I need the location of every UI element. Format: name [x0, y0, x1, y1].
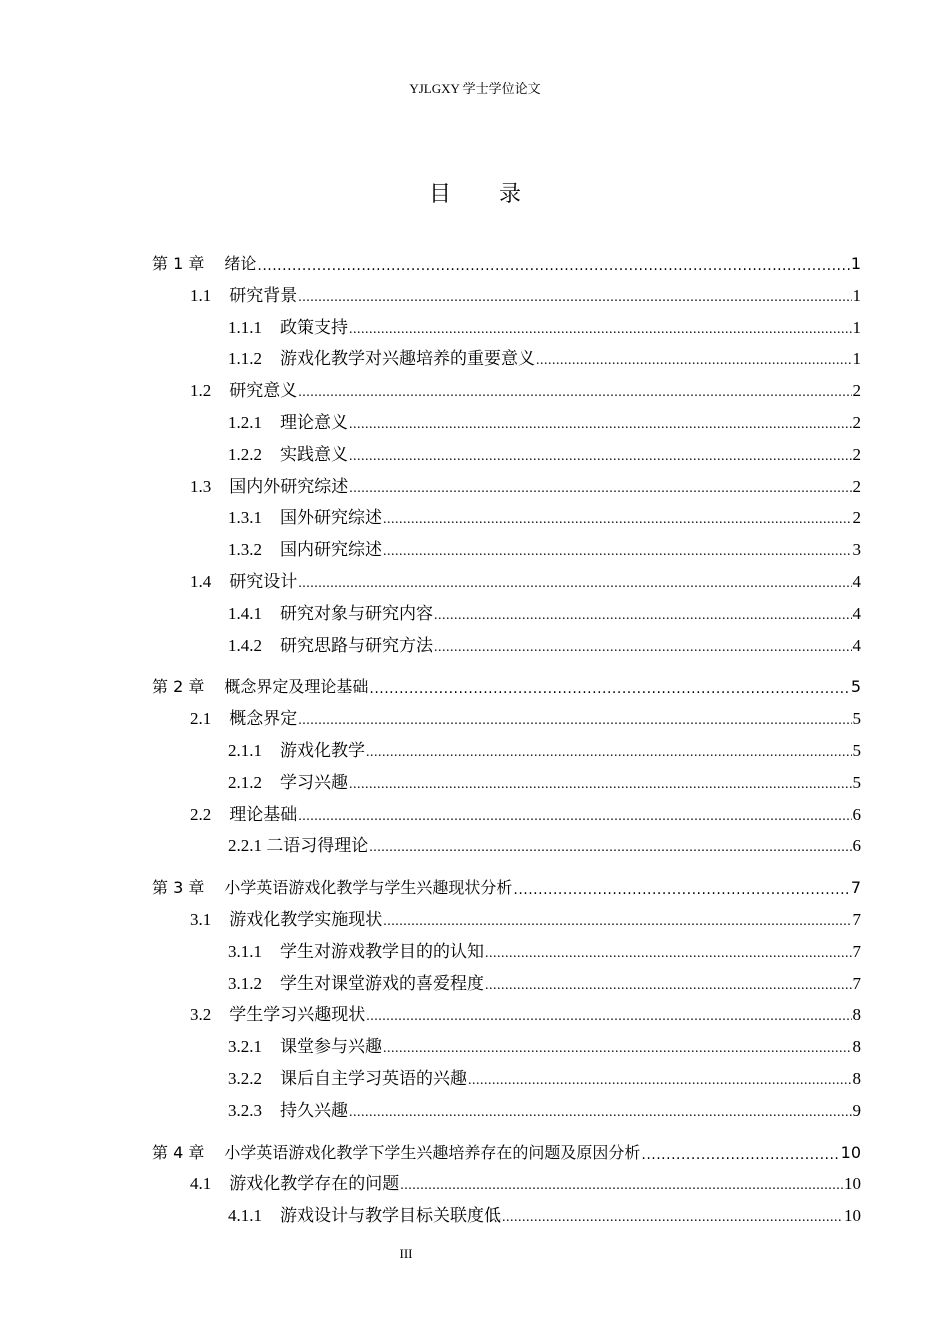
toc-entry-title: 政策支持: [280, 318, 348, 337]
toc-page-number: 8: [852, 1005, 861, 1024]
toc-entry-label: [152, 676, 368, 698]
toc-leader-dots: [298, 712, 851, 730]
toc-entry-number: 2.1.2: [228, 773, 262, 792]
toc-leader-dots: [349, 776, 852, 794]
toc-entry[interactable]: [228, 1028, 861, 1058]
toc-entry-number: 第 4 章: [152, 1143, 205, 1162]
toc-entry-number: 1.1: [190, 286, 212, 305]
toc-entry-number: 1.2: [190, 381, 212, 400]
toc-leader-dots: [349, 416, 852, 434]
toc-entry-label: [228, 603, 433, 625]
toc-entry[interactable]: [228, 595, 861, 625]
toc-entry-number: 3.1.2: [228, 974, 262, 993]
toc-entry-number: 2.2: [190, 805, 212, 824]
toc-entry-number: 第 1 章: [152, 254, 205, 273]
toc-entry-number: 1.4.2: [228, 636, 262, 655]
toc-entry[interactable]: [228, 340, 861, 370]
toc-entry[interactable]: [190, 277, 861, 307]
toc-leader-dots: [257, 257, 849, 275]
toc-entry-title: 游戏化教学存在的问题: [229, 1174, 400, 1193]
toc-page-number: 5: [850, 677, 861, 696]
toc-entry-label: [152, 877, 512, 899]
toc-entry[interactable]: [190, 468, 861, 498]
toc-entry-label: [228, 317, 348, 339]
toc-leader-dots: [349, 448, 852, 466]
toc-entry-label: [190, 708, 297, 730]
toc-entry[interactable]: [228, 1092, 861, 1122]
toc-entry-number: 第 2 章: [152, 677, 205, 696]
toc-entry[interactable]: [228, 531, 861, 561]
toc-entry-label: [228, 1036, 382, 1058]
toc-entry[interactable]: [190, 1165, 861, 1195]
toc-entry-label: [228, 740, 365, 762]
toc-leader-dots: [383, 1040, 852, 1058]
toc-leader-dots: [485, 977, 852, 995]
toc-entry-label: [228, 507, 382, 529]
toc-entry-number: 1.3.1: [228, 508, 262, 527]
toc-page-number: 2: [852, 445, 861, 464]
toc-entry-label: [228, 444, 348, 466]
toc-entry[interactable]: [228, 933, 861, 963]
toc-entry-title: 研究背景: [229, 286, 298, 305]
toc-entry-title: 学习兴趣: [280, 773, 348, 792]
toc-entry-number: 2.1: [190, 709, 212, 728]
toc-entry-number: 1.2.1: [228, 413, 262, 432]
page-header: YJLGXY 学士学位论文: [409, 81, 541, 96]
toc-leader-dots: [468, 1072, 852, 1090]
toc-entry-label: [228, 1068, 467, 1090]
toc-page-number: 6: [852, 805, 861, 824]
toc-page-number: 2: [852, 381, 861, 400]
toc-page-number: 4: [852, 636, 861, 655]
toc-entry-title: 研究意义: [229, 381, 298, 400]
page-number: III: [399, 1246, 413, 1261]
toc-leader-dots: [298, 384, 851, 402]
toc-page-number: 7: [852, 910, 861, 929]
toc-entry-number: 4.1: [190, 1174, 212, 1193]
toc-leader-dots: [298, 808, 851, 826]
toc-entry-number: 1.4.1: [228, 604, 262, 623]
toc-entry-title: 国内研究综述: [280, 540, 382, 559]
toc-entry-number: 2.1.1: [228, 741, 262, 760]
toc-entry-label: [228, 835, 368, 857]
toc-leader-dots: [434, 607, 852, 625]
toc-entry-label: [190, 1004, 365, 1026]
toc-entry-title: 概念界定及理论基础: [224, 677, 369, 696]
toc-entry[interactable]: [228, 627, 861, 657]
toc-entry-title: 国内外研究综述: [229, 477, 349, 496]
toc-page-number: 1: [852, 318, 861, 337]
toc-entry-label: [228, 635, 433, 657]
toc-page-number: 10: [844, 1174, 861, 1193]
toc-entry[interactable]: [228, 309, 861, 339]
toc-leader-dots: [369, 839, 851, 857]
toc-entry-title: 小学英语游戏化教学下学生兴趣培养存在的问题及原因分析: [224, 1143, 641, 1162]
toc-entry-label: [228, 1100, 348, 1122]
toc-leader-dots: [434, 639, 852, 657]
toc-entry-title: 实践意义: [280, 445, 348, 464]
toc-entry-title: 持久兴趣: [280, 1101, 348, 1120]
toc-leader-dots: [641, 1146, 839, 1164]
toc-entry-title: 绪论: [224, 254, 257, 273]
toc-entry-title: 小学英语游戏化教学与学生兴趣现状分析: [224, 878, 513, 897]
toc-entry-label: [190, 1173, 399, 1195]
toc-entry-title: 研究对象与研究内容: [280, 604, 433, 623]
toc-entry-title: 学生对游戏教学目的的认知: [280, 942, 484, 961]
toc-entry-number: 3.1.1: [228, 942, 262, 961]
toc-page-number: 9: [852, 1101, 861, 1120]
toc-entry[interactable]: [190, 901, 861, 931]
toc-entry-number: 1.1.1: [228, 318, 262, 337]
toc-page-number: 2: [852, 477, 861, 496]
toc-chapter-entry[interactable]: [152, 668, 861, 698]
toc-page-number: 6: [852, 836, 861, 855]
toc-entry-number: 3.2.3: [228, 1101, 262, 1120]
toc-entry[interactable]: [228, 404, 861, 434]
toc-page-number: 5: [852, 773, 861, 792]
toc-entry[interactable]: [228, 732, 861, 762]
toc-entry-number: 3.1: [190, 910, 212, 929]
toc-entry-number: 3.2.1: [228, 1037, 262, 1056]
toc-leader-dots: [502, 1209, 843, 1227]
toc-leader-dots: [536, 352, 852, 370]
toc-page-number: 3: [852, 540, 861, 559]
toc-leader-dots: [513, 881, 849, 899]
toc-entry[interactable]: [190, 563, 861, 593]
toc-entry-title: 理论意义: [280, 413, 348, 432]
toc-entry[interactable]: [228, 1060, 861, 1090]
toc-entry-label: [228, 348, 535, 370]
toc-entry[interactable]: [228, 965, 861, 995]
toc-entry-title: 研究设计: [229, 572, 298, 591]
toc-page-number: 4: [852, 572, 861, 591]
toc-entry-label: [190, 804, 297, 826]
toc-chapter-entry[interactable]: [152, 1134, 861, 1164]
toc-entry-title: 理论基础: [229, 805, 298, 824]
toc-entry-title: 学生对课堂游戏的喜爱程度: [280, 974, 484, 993]
toc-entry-number: 第 3 章: [152, 878, 205, 897]
toc-leader-dots: [383, 913, 851, 931]
toc-page-number: 5: [852, 709, 861, 728]
toc-entry-label: [228, 412, 348, 434]
toc-entry-label: [228, 973, 484, 995]
toc-entry-label: [190, 380, 297, 402]
toc-leader-dots: [366, 744, 852, 762]
toc-leader-dots: [349, 321, 852, 339]
toc-entry-title: 游戏化教学: [280, 741, 365, 760]
toc-leader-dots: [369, 680, 849, 698]
toc-page-number: 10: [844, 1206, 861, 1225]
toc-chapter-entry[interactable]: [152, 869, 861, 899]
toc-entry-label: [152, 1142, 640, 1164]
toc-page-number: 7: [850, 878, 861, 897]
toc-leader-dots: [298, 575, 851, 593]
toc-entry-label: [190, 571, 297, 593]
toc-page-number: 1: [852, 349, 861, 368]
toc-entry-title: 课后自主学习英语的兴趣: [280, 1069, 467, 1088]
page-title: 目录: [428, 182, 569, 207]
toc-entry-title: 学生学习兴趣现状: [229, 1005, 366, 1024]
toc-page-number: 5: [852, 741, 861, 760]
toc-page-number: 1: [852, 286, 861, 305]
toc-entry-number: 1.3: [190, 477, 212, 496]
toc-entry-number: 3.2.2: [228, 1069, 262, 1088]
toc-entry-label: [228, 772, 348, 794]
toc-chapter-entry[interactable]: [152, 245, 861, 275]
toc-entry-label: [228, 1205, 501, 1227]
toc-entry-label: [190, 476, 348, 498]
toc-entry-number: 1.4: [190, 572, 212, 591]
toc-entry-title: 游戏化教学对兴趣培养的重要意义: [280, 349, 535, 368]
toc-entry-label: [190, 909, 382, 931]
toc-entry[interactable]: [190, 796, 861, 826]
toc-page-number: 2: [852, 413, 861, 432]
toc-leader-dots: [366, 1008, 851, 1026]
toc-entry-number: 1.2.2: [228, 445, 262, 464]
toc-entry[interactable]: [228, 1197, 861, 1227]
toc-leader-dots: [485, 945, 852, 963]
toc-entry-label: [228, 941, 484, 963]
toc-page-number: 4: [852, 604, 861, 623]
toc-entry[interactable]: [228, 827, 861, 857]
toc-page-number: 8: [852, 1037, 861, 1056]
toc-entry[interactable]: [228, 499, 861, 529]
toc-leader-dots: [298, 289, 851, 307]
toc-entry-title: 游戏设计与教学目标关联度低: [280, 1206, 501, 1225]
toc-entry-number: 1.1.2: [228, 349, 262, 368]
toc-entry-number: 3.2: [190, 1005, 212, 1024]
toc-leader-dots: [383, 543, 852, 561]
toc-leader-dots: [349, 1104, 852, 1122]
toc-entry-label: [190, 285, 297, 307]
toc-page-number: 2: [852, 508, 861, 527]
toc-entry[interactable]: [228, 764, 861, 794]
toc-entry-label: [152, 253, 256, 275]
toc-entry-title: 课堂参与兴趣: [280, 1037, 382, 1056]
toc-page-number: 8: [852, 1069, 861, 1088]
toc-entry-title: 2.2.1 二语习得理论: [228, 836, 369, 855]
toc-entry-number: 1.3.2: [228, 540, 262, 559]
toc-page-number: 10: [840, 1143, 861, 1162]
toc-entry-title: 游戏化教学实施现状: [229, 910, 383, 929]
toc-leader-dots: [383, 511, 852, 529]
toc-entry-title: 研究思路与研究方法: [280, 636, 433, 655]
toc-entry[interactable]: [190, 700, 861, 730]
toc-entry[interactable]: [190, 372, 861, 402]
toc-page-number: 7: [852, 942, 861, 961]
toc-entry[interactable]: [228, 436, 861, 466]
toc-entry-title: 国外研究综述: [280, 508, 382, 527]
toc-entry-title: 概念界定: [229, 709, 298, 728]
toc-entry-label: [228, 539, 382, 561]
toc-leader-dots: [400, 1177, 843, 1195]
toc-entry[interactable]: [190, 996, 861, 1026]
toc-page-number: 1: [850, 254, 861, 273]
toc-leader-dots: [349, 480, 851, 498]
toc-page-number: 7: [852, 974, 861, 993]
toc-entry-number: 4.1.1: [228, 1206, 262, 1225]
